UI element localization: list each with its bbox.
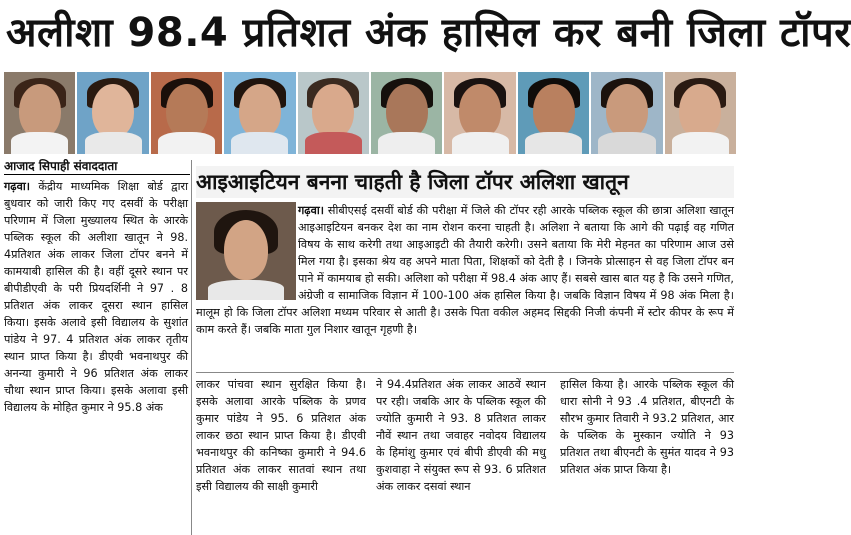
photo-shirt [672, 132, 729, 154]
photo-spacer [196, 202, 298, 302]
photo-shirt [305, 132, 362, 154]
article-column-2: लाकर पांचवा स्थान सुरक्षित किया है। इसके अलावा आरके पब्लिक के प्रणव कुमार पांडेय ने 95. 6 प्रतिशत अंक लाकर छठा स्थान प्राप्त किया है। डीएवी भवनाथपुर की कनिष्का कुमारी ने 94.6 प्रतिशत अंक लाकर सातवां स्थान तथा इसी विद्यालय की साक्षी कुमारी [196, 378, 366, 493]
byline: आजाद सिपाही संवाददाता [4, 158, 190, 175]
student-photo [224, 72, 295, 154]
article-column-3: ने 94.4प्रतिशत अंक लाकर आठवें स्थान पर रही। जबकि आर के पब्लिक स्कूल की ज्योति कुमारी ने 93. 8 प्रतिशत लाकर नौवें स्थान तथा जवाहर नवोदय विद्यालय के हिमांशु कुमार एवं बीपी डीएवी की मधु कुशवाहा ने संयुक्त रूप से 93. 6 प्रतिशत अंक लाकर दसवां स्थान [376, 378, 546, 493]
subheadline: आइआइटियन बनना चाहती है जिला टॉपर अलिशा खातून [196, 166, 734, 198]
photo-shirt [11, 132, 68, 154]
photo-shirt [525, 132, 582, 154]
student-photo [591, 72, 662, 154]
dateline: गढ़वा। [4, 180, 30, 193]
photo-shirt [158, 132, 215, 154]
photo-shirt [598, 132, 655, 154]
photo-face [312, 84, 354, 138]
student-photo [444, 72, 515, 154]
photo-shirt [378, 132, 435, 154]
box-text: सीबीएसई दसवीं बोर्ड की परीक्षा में जिले की टॉपर रही आरके पब्लिक स्कूल की छात्रा अलिशा खातून आइआइटियन बनकर देश का नाम रोशन करना चाहती है। अलिशा ने बताया कि आगे की पढ़ाई वह गणित विषय के साथ करेगी तथा आइआइटी की तैयारी करेगी। उसने बताया कि मेरी मेहनत का परिणाम आज उसे मिल गया है। इसका श्रेय वह अपने माता पिता, शिक्षकों को देती है । जिनके प्रोत्साहन से वह जिला टॉपर बन पाने में कामयाब हो सकी। अलिशा को परीक्षा में 98.4 अंक आए हैं। सबसे खास बात यह है कि उसने गणित, अंग्रेजी व सामाजिक विज्ञान में 100-100 अंक हासिल किया है। जबकि विज्ञान विषय में 98 अंक मिला है। मालूम हो कि जिला टॉपर अलिशा मध्यम परिवार से आती है। उसके पिता वकील अहमद सिद्दकी निजी कंपनी में स्टोर कीपर के रूप में काम करते हैं। जबकि माता गुल निशार खातून गृहणी है। [196, 204, 734, 336]
column-divider [191, 160, 192, 535]
sidebar-story [196, 202, 734, 372]
box-divider [196, 372, 734, 373]
photo-strip [4, 72, 736, 154]
photo-face [606, 84, 648, 138]
photo-face [92, 84, 134, 138]
column-text: केंद्रीय माध्यमिक शिक्षा बोर्ड द्वारा बुधवार को जारी किए गए दसवीं के परीक्षा परिणाम में जिला मुख्यालय स्थित के आरके पब्लिक स्कूल की अलीशा खातून ने 98. 4प्रतिशत अंक लाकर जिला टॉपर बनने में कामयाबी हासिल की है। वहीं दूसरे स्थान पर बीपीडीएवी के परी प्रियदर्शिनी ने 97 . 8 प्रतिशत अंक लाकर दूसरा स्थान हासिल किया। इसके अलावे इसी विद्यालय के सुशांत पांडेय ने 97. 4 प्रतिशत अंक लाकर तृतीय स्थान प्राप्त किया है। डीएवी भवनाथपुर की अनन्या कुमारी ने 96 प्रतिशत अंक लाकर चौथा स्थान प्राप्त किया। इसके अलावा इसी विद्यालय के मोहित कुमार ने 95.8 अंक [4, 180, 188, 414]
photo-shirt [85, 132, 142, 154]
student-photo [665, 72, 736, 154]
photo-face [166, 84, 208, 138]
photo-shirt [231, 132, 288, 154]
photo-shirt [452, 132, 509, 154]
student-photo [151, 72, 222, 154]
headline: अलीशा 98.4 प्रतिशत अंक हासिल कर बनी जिला टॉपर [6, 10, 851, 56]
photo-face [459, 84, 501, 138]
photo-face [533, 84, 575, 138]
article-column-4: हासिल किया है। आरके पब्लिक स्कूल की धारा सोनी ने 93 .4 प्रतिशत, बीएनटी के सौरभ कुमार तिवारी ने 93.2 प्रतिशत, आर के पब्लिक के मुस्कान ज्योति ने 93 प्रतिशत तथा बीएनटी के सुमंत यादव ने 93 प्रतिशत अंक प्राप्त किया है। [560, 378, 734, 476]
student-photo [518, 72, 589, 154]
student-photo [77, 72, 148, 154]
photo-face [386, 84, 428, 138]
photo-face [239, 84, 281, 138]
photo-face [679, 84, 721, 138]
student-photo [4, 72, 75, 154]
box-dateline: गढ़वा। [298, 204, 324, 217]
student-photo [298, 72, 369, 154]
article-column-1 [4, 178, 188, 534]
student-photo [371, 72, 442, 154]
photo-face [19, 84, 61, 138]
